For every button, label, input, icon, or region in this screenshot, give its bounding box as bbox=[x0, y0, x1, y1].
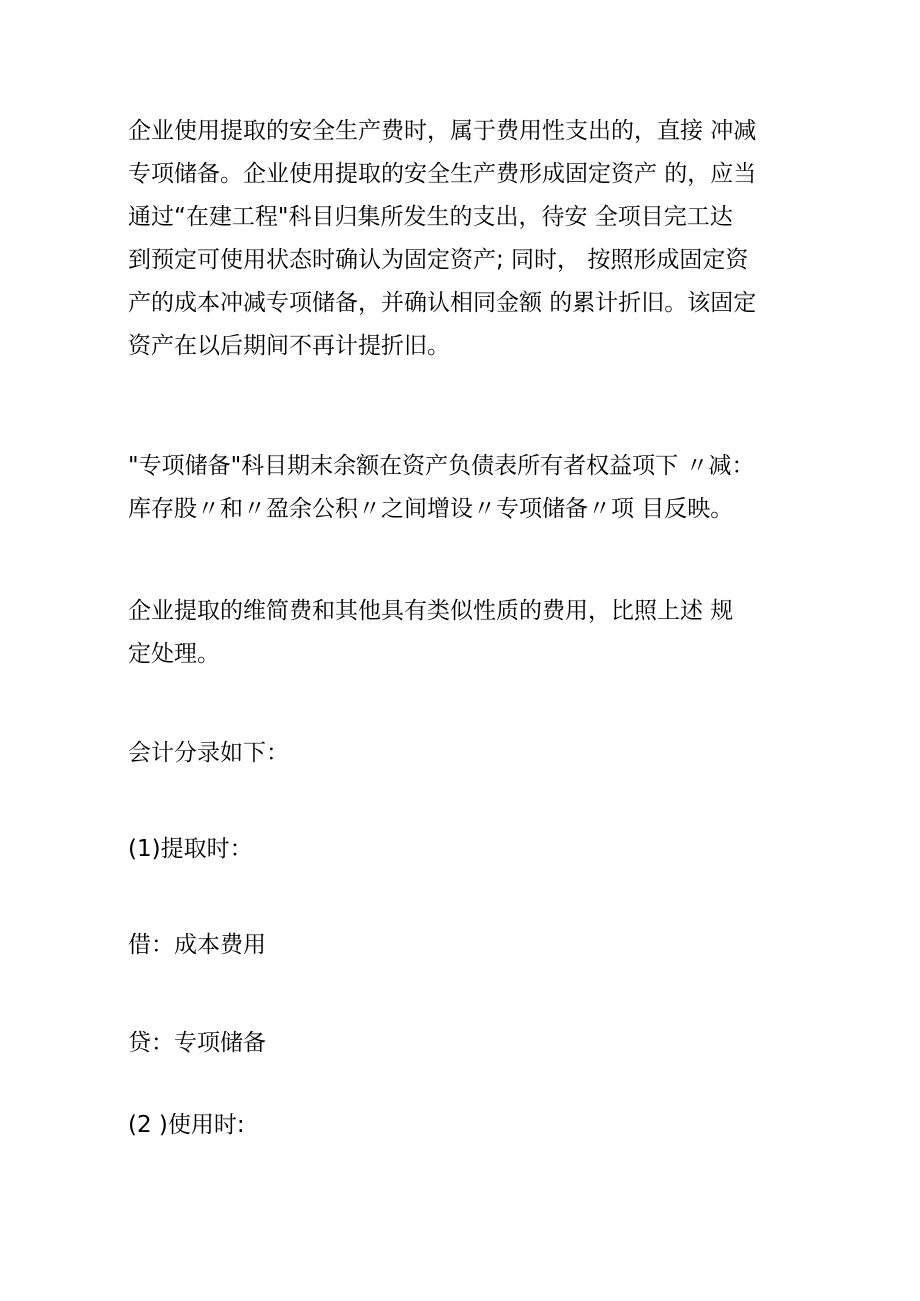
text-line: 会计分录如下： bbox=[128, 740, 289, 766]
text-line: 产的成本冲减专项储备，并确认相同金额 的累计折旧。该固定 bbox=[128, 290, 757, 316]
text-line: 到预定可使用状态时确认为固定资产; 同时， 按照形成固定资 bbox=[128, 247, 749, 273]
paragraph-maintenance-fee bbox=[128, 590, 808, 676]
text-line: 贷：专项储备 bbox=[128, 1030, 266, 1056]
text-line: 借：成本费用 bbox=[128, 932, 266, 958]
text-line: 定处理。 bbox=[128, 641, 220, 667]
step1-credit-entry bbox=[128, 1022, 808, 1065]
text-line: (2 )使用时: bbox=[128, 1112, 245, 1138]
step2-heading bbox=[128, 1104, 808, 1147]
paragraph-safety-fee-usage bbox=[128, 110, 808, 368]
step1-debit-entry bbox=[128, 924, 808, 967]
text-line: 企业提取的维简费和其他具有类似性质的费用，比照上述 规 bbox=[128, 598, 734, 624]
step1-heading bbox=[128, 828, 808, 871]
text-line: 企业使用提取的安全生产费时，属于费用性支出的，直接 冲减 bbox=[128, 118, 757, 144]
text-line: 资产在以后期间不再计提折旧。 bbox=[128, 333, 450, 359]
paragraph-special-reserve-presentation bbox=[128, 445, 808, 531]
text-line: 库存股〃和〃盈余公积〃之间增设〃专项储备〃项 目反映。 bbox=[128, 496, 734, 522]
text-line: 通过“在建工程"科目归集所发生的支出，待安 全项目完工达 bbox=[128, 204, 733, 230]
text-line: "专项储备"科目期末余额在资产负债表所有者权益项下 〃减： bbox=[128, 453, 755, 479]
text-line: (1)提取时： bbox=[128, 836, 253, 862]
text-line: 专项储备。企业使用提取的安全生产费形成固定资产 的，应当 bbox=[128, 161, 757, 187]
journal-entries-heading bbox=[128, 732, 808, 775]
